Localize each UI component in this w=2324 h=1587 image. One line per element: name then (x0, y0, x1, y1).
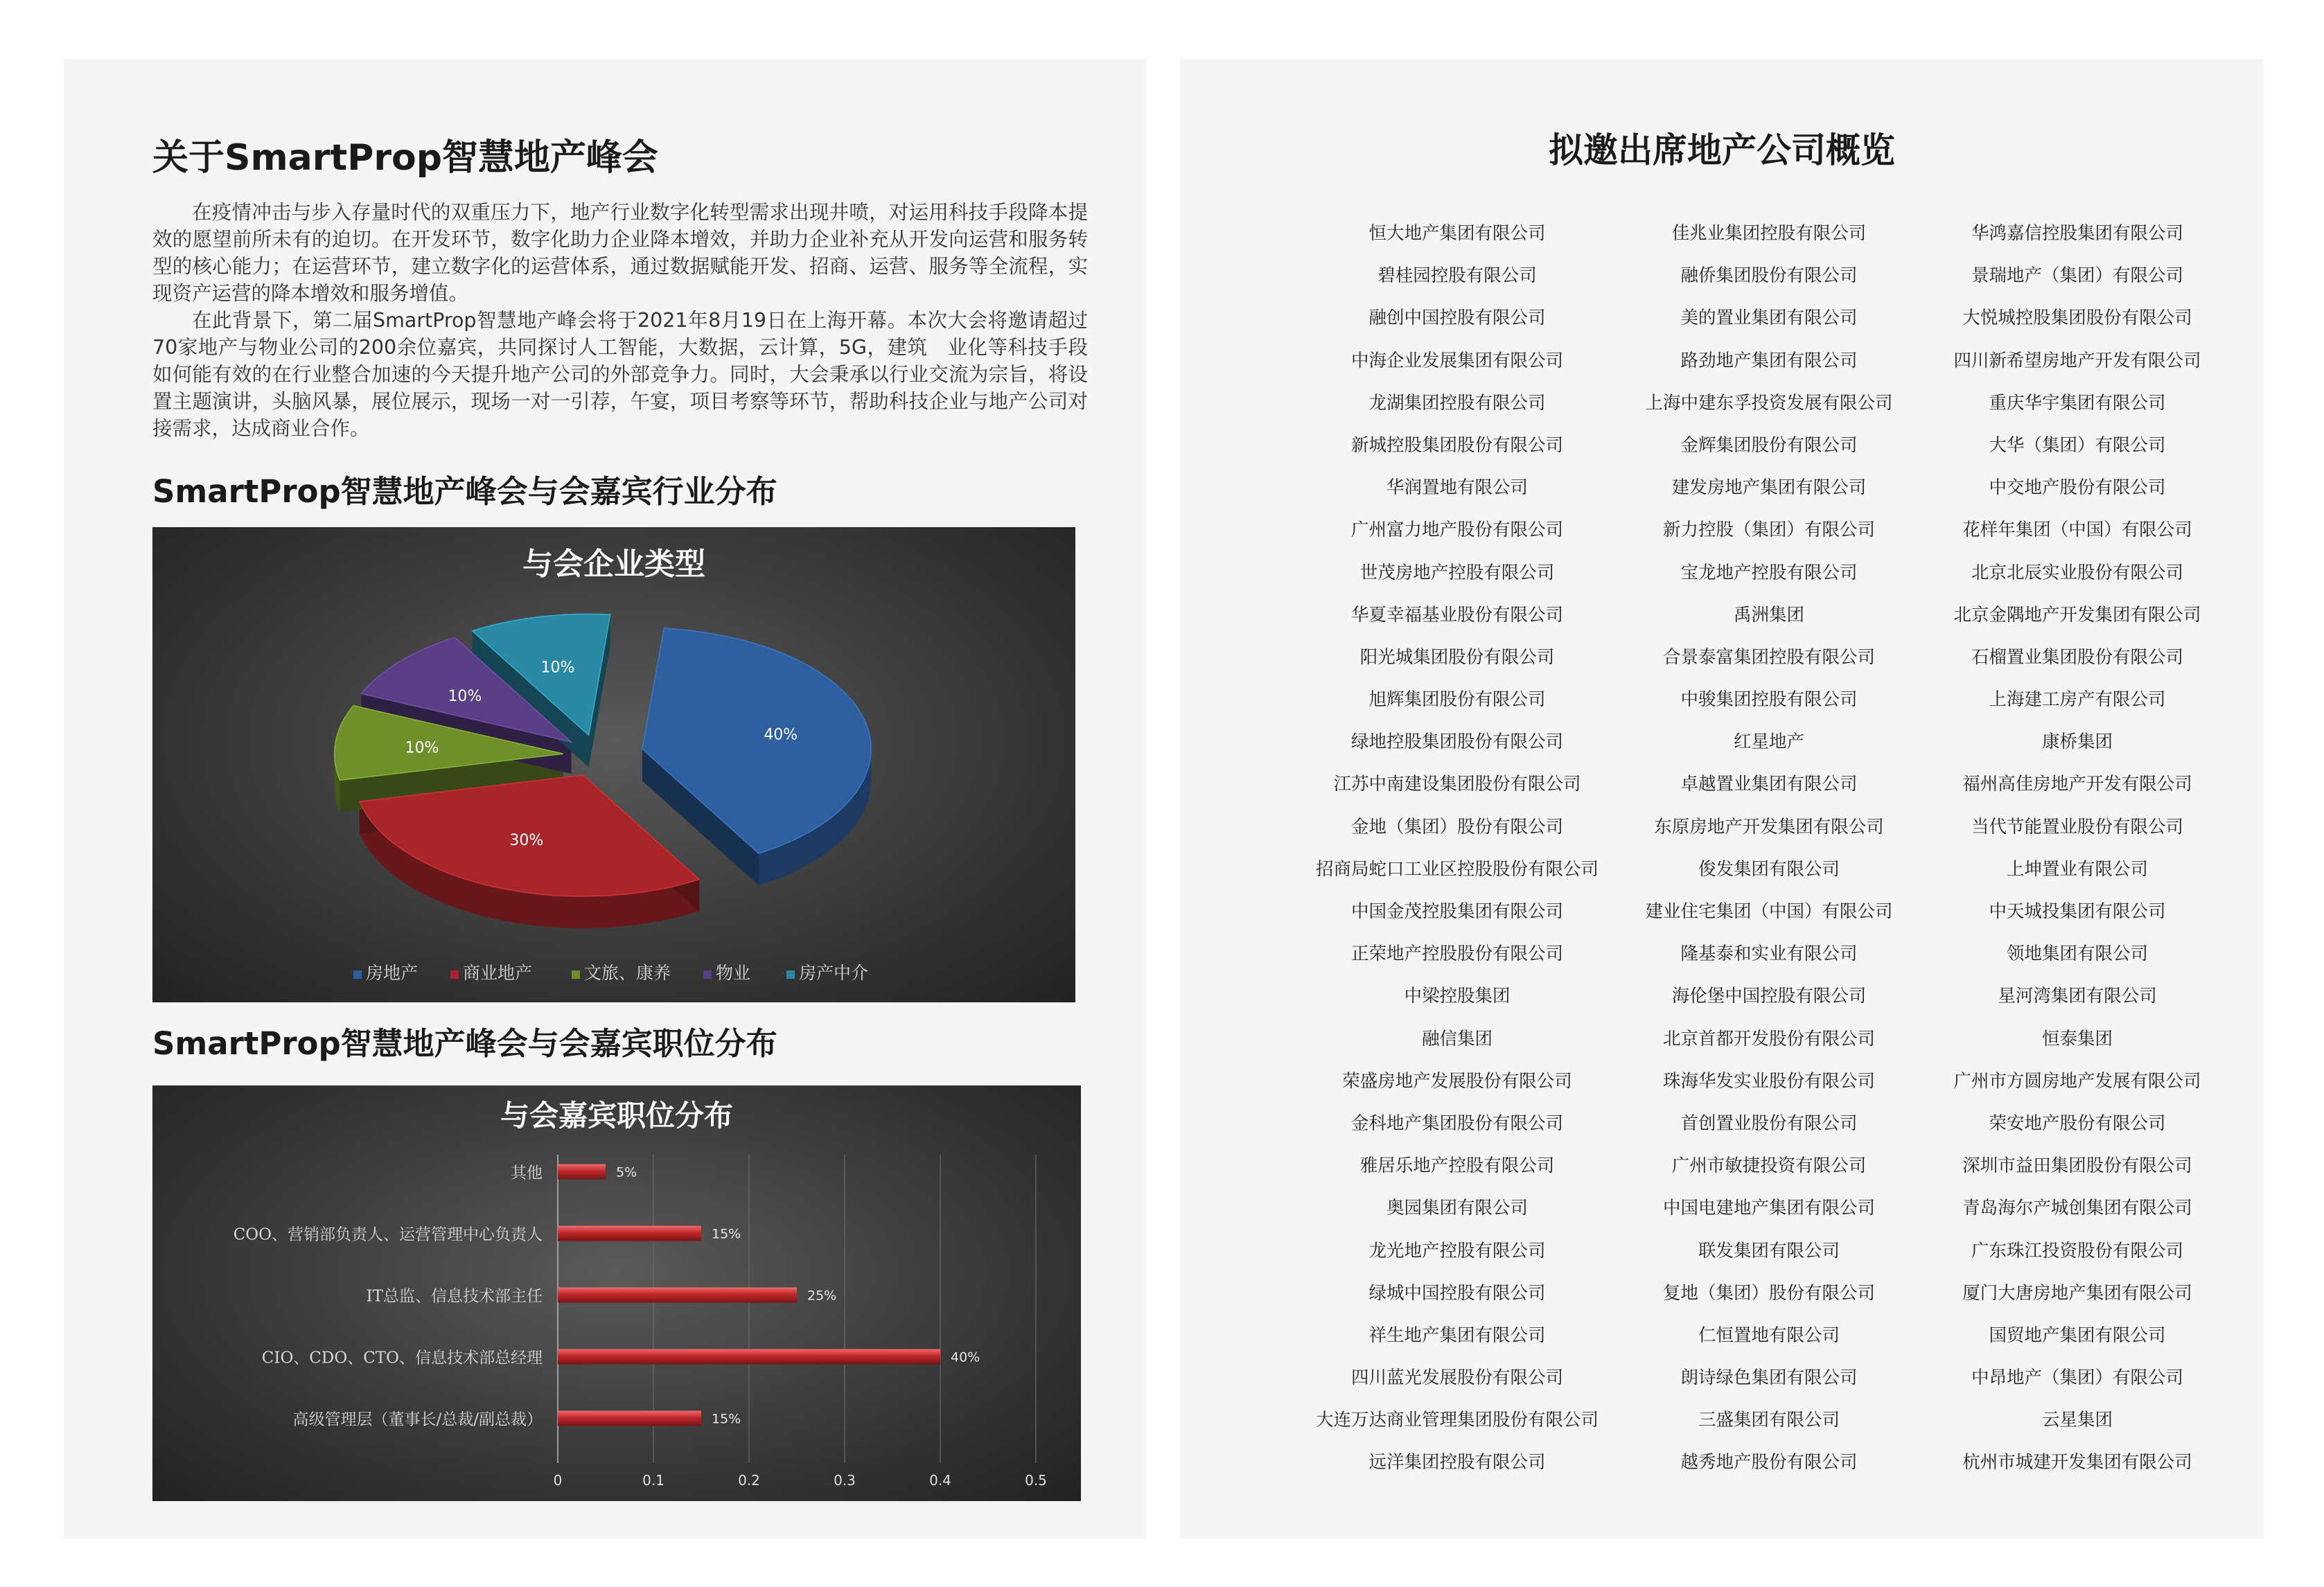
bar-chart-title: 与会嘉宾职位分布 (500, 1099, 734, 1133)
company-item: 中天城投集团有限公司 (1989, 901, 2166, 922)
company-item: 世茂房地产控股有限公司 (1359, 562, 1555, 583)
company-item: 合景泰富集团控股有限公司 (1662, 646, 1875, 668)
bar-category-label: COO、营销部负责人、运营管理中心负责人 (233, 1225, 543, 1244)
bar-category-label: 高级管理层（董事长/总裁/副总裁） (292, 1410, 543, 1429)
company-item: 云星集团 (2041, 1410, 2113, 1431)
position-bar-chart (152, 1085, 1081, 1501)
company-item: 上海中建东孚投资发展有限公司 (1645, 392, 1893, 414)
bar-category-label: IT总监、信息技术部主任 (366, 1287, 543, 1306)
legend-label: 物业 (716, 963, 751, 983)
pie-data-label: 30% (509, 832, 544, 850)
company-item: 阳光城集团股份有限公司 (1359, 646, 1555, 668)
x-tick-label: 0.5 (1025, 1472, 1047, 1489)
company-item: 中海企业发展集团有限公司 (1350, 350, 1563, 371)
company-item: 四川蓝光发展股份有限公司 (1350, 1367, 1563, 1389)
legend-label: 文旅、康养 (584, 963, 671, 983)
bar-data-label: 15% (712, 1226, 741, 1242)
x-tick-label: 0.2 (738, 1472, 760, 1489)
pie-chart-title: 与会企业类型 (522, 547, 705, 582)
company-item: 红星地产 (1733, 732, 1804, 753)
company-item: 融创中国控股有限公司 (1368, 308, 1546, 329)
company-list-title: 拟邀出席地产公司概览 (1549, 130, 1895, 170)
company-item: 绿城中国控股有限公司 (1368, 1282, 1546, 1304)
company-item: 重庆华宇集团有限公司 (1989, 392, 2166, 414)
company-item: 祥生地产集团有限公司 (1368, 1324, 1546, 1346)
company-item: 深圳市益田集团股份有限公司 (1962, 1155, 2192, 1177)
company-item: 美的置业集团有限公司 (1680, 308, 1858, 329)
company-item: 华润置地有限公司 (1386, 477, 1528, 499)
bar (558, 1288, 797, 1303)
company-item: 荣盛房地产发展股份有限公司 (1342, 1070, 1572, 1092)
company-item: 龙光地产控股有限公司 (1368, 1240, 1546, 1261)
company-item: 广州富力地产股份有限公司 (1350, 520, 1563, 541)
pie-data-label: 40% (764, 726, 798, 744)
company-column-1 (1291, 213, 1623, 1484)
legend-label: 房地产 (366, 963, 419, 983)
intro-paragraph-2: 在此背景下，第二届SmartProp智慧地产峰会将于2021年8月19日在上海开幕。本次大会将邀请超过70家地产与物业公司的200余位嘉宾，共同探讨人工智能，大数据，云计算，5G，建筑 业化等科技手段如何能有效的在行业整合加速的今天提升地产公司的外部竞争力。同时，大会秉承以行业交流为宗旨，将设置主题演讲，头脑风暴，展位展示，现场一对一引荐，午宴，项目考察等环节，帮助科技企业与地产公司对接需求，达成商业合作。 (152, 309, 1088, 440)
company-item: 华夏幸福基业股份有限公司 (1350, 604, 1563, 626)
company-item: 上海建工房产有限公司 (1989, 689, 2166, 711)
company-item: 广东珠江投资股份有限公司 (1971, 1240, 2183, 1261)
company-item: 星河湾集团有限公司 (1998, 986, 2157, 1007)
company-item: 国贸地产集团有限公司 (1989, 1324, 2166, 1346)
legend-label: 房产中介 (799, 963, 869, 983)
company-item: 广州市方圆房地产发展有限公司 (1953, 1070, 2201, 1092)
company-item: 绿地控股集团股份有限公司 (1350, 732, 1563, 753)
bar-data-label: 40% (951, 1349, 980, 1365)
company-item: 青岛海尔产城创集团有限公司 (1962, 1198, 2192, 1219)
company-item: 奥园集团有限公司 (1386, 1198, 1528, 1219)
company-item: 隆基泰和实业有限公司 (1680, 943, 1858, 965)
company-item: 当代节能置业股份有限公司 (1971, 816, 2183, 837)
company-item: 大连万达商业管理集团股份有限公司 (1315, 1410, 1599, 1431)
left-page (64, 59, 1146, 1539)
company-item: 佳兆业集团控股有限公司 (1671, 223, 1867, 244)
company-item: 广州市敏捷投资有限公司 (1671, 1155, 1867, 1177)
x-tick-label: 0.3 (834, 1472, 856, 1489)
company-item: 中交地产股份有限公司 (1989, 477, 2166, 499)
company-item: 北京首都开发股份有限公司 (1662, 1028, 1875, 1049)
company-item: 旭辉集团股份有限公司 (1368, 689, 1546, 711)
company-item: 龙湖集团控股有限公司 (1368, 392, 1546, 414)
legend-swatch (786, 970, 795, 979)
bar (558, 1349, 940, 1365)
company-item: 建发房地产集团有限公司 (1671, 477, 1867, 499)
company-item: 首创置业股份有限公司 (1680, 1112, 1858, 1134)
company-item: 中国金茂控股集团有限公司 (1350, 901, 1563, 922)
bar (558, 1411, 701, 1426)
right-page (1180, 59, 2264, 1539)
company-item: 中梁控股集团 (1404, 986, 1511, 1007)
bar (558, 1164, 606, 1180)
company-item: 金辉集团股份有限公司 (1680, 434, 1858, 456)
company-item: 融侨集团股份有限公司 (1680, 265, 1858, 287)
company-item: 中昂地产（集团）有限公司 (1971, 1367, 2183, 1389)
company-item: 四川新希望房地产开发有限公司 (1953, 350, 2201, 371)
legend-swatch (703, 970, 712, 979)
company-item: 中国电建地产集团有限公司 (1662, 1198, 1875, 1219)
company-item: 景瑞地产（集团）有限公司 (1971, 265, 2183, 287)
company-item: 雅居乐地产控股有限公司 (1359, 1155, 1555, 1177)
bar-category-label: 其他 (511, 1164, 543, 1182)
pie-data-label: 10% (405, 739, 439, 757)
company-item: 华鸿嘉信控股集团有限公司 (1971, 223, 2183, 244)
company-item: 上坤置业有限公司 (2006, 858, 2148, 880)
company-item: 融信集团 (1421, 1028, 1493, 1049)
company-item: 正荣地产控股股份有限公司 (1350, 943, 1563, 965)
company-item: 大悦城控股集团股份有限公司 (1962, 308, 2192, 329)
company-item: 厦门大唐房地产集团有限公司 (1962, 1282, 2192, 1304)
company-item: 北京北辰实业股份有限公司 (1971, 562, 2183, 583)
company-item: 俊发集团有限公司 (1698, 858, 1840, 880)
company-item: 福州高佳房地产开发有限公司 (1962, 774, 2192, 795)
company-item: 禹洲集团 (1733, 604, 1804, 626)
company-item: 建业住宅集团（中国）有限公司 (1645, 901, 1893, 922)
company-item: 石榴置业集团股份有限公司 (1971, 646, 2183, 668)
company-item: 仁恒置地有限公司 (1698, 1324, 1840, 1346)
legend-swatch (353, 970, 362, 979)
company-item: 碧桂园控股有限公司 (1377, 265, 1537, 287)
legend-label: 商业地产 (463, 963, 533, 983)
company-item: 海伦堡中国控股有限公司 (1671, 986, 1867, 1007)
company-item: 路劲地产集团有限公司 (1680, 350, 1858, 371)
pie-chart-svg (152, 527, 1075, 1002)
company-item: 东原房地产开发集团有限公司 (1654, 816, 1884, 837)
company-column-3 (1911, 213, 2244, 1484)
industry-section-title: SmartProp智慧地产峰会与会嘉宾行业分布 (152, 473, 777, 510)
company-item: 北京金隅地产开发集团有限公司 (1953, 604, 2201, 626)
company-item: 宝龙地产控股有限公司 (1680, 562, 1858, 583)
company-item: 金地（集团）股份有限公司 (1350, 816, 1563, 837)
company-item: 远洋集团控股有限公司 (1368, 1452, 1546, 1473)
intro-paragraph-1: 在疫情冲击与步入存量时代的双重压力下，地产行业数字化转型需求出现井喷，对运用科技手段降本提效的愿望前所未有的迫切。在开发环节，数字化助力企业降本增效，并助力企业补充从开发向运营和服务转型的核心能力；在运营环节，建立数字化的运营体系，通过数据赋能开发、招商、运营、服务等全流程，实现资产运营的降本增效和服务增值。 (152, 201, 1088, 305)
company-item: 联发集团有限公司 (1698, 1240, 1840, 1261)
company-item: 新力控股（集团）有限公司 (1662, 520, 1875, 541)
company-item: 越秀地产股份有限公司 (1680, 1452, 1858, 1473)
position-section-title: SmartProp智慧地产峰会与会嘉宾职位分布 (152, 1025, 777, 1062)
company-item: 康桥集团 (2041, 732, 2113, 753)
company-item: 荣安地产股份有限公司 (1989, 1112, 2166, 1134)
page-title: 关于SmartProp智慧地产峰会 (152, 137, 658, 179)
company-item: 三盛集团有限公司 (1698, 1410, 1840, 1431)
bar-chart-svg (152, 1085, 1081, 1501)
company-item: 招商局蛇口工业区控股股份有限公司 (1315, 858, 1599, 880)
company-item: 复地（集团）股份有限公司 (1662, 1282, 1875, 1304)
bar (558, 1226, 701, 1241)
pie-data-label: 10% (540, 659, 575, 677)
company-item: 中骏集团控股有限公司 (1680, 689, 1858, 711)
company-column-2 (1603, 213, 1935, 1484)
company-item: 珠海华发实业股份有限公司 (1662, 1070, 1875, 1092)
company-item: 新城控股集团股份有限公司 (1350, 434, 1563, 456)
x-tick-label: 0.1 (642, 1472, 664, 1489)
legend-swatch (572, 970, 580, 979)
bar-category-label: CIO、CDO、CTO、信息技术部总经理 (261, 1349, 543, 1367)
bar-data-label: 25% (807, 1288, 837, 1304)
bar-data-label: 15% (712, 1411, 741, 1427)
company-item: 朗诗绿色集团有限公司 (1680, 1367, 1858, 1389)
company-item: 大华（集团）有限公司 (1989, 434, 2166, 456)
company-item: 江苏中南建设集团股份有限公司 (1333, 774, 1581, 795)
pie-data-label: 10% (448, 687, 482, 705)
legend-swatch (450, 970, 459, 979)
company-item: 恒泰集团 (2041, 1028, 2113, 1049)
company-item: 恒大地产集团有限公司 (1368, 223, 1546, 244)
industry-pie-chart (152, 527, 1075, 1002)
company-item: 卓越置业集团有限公司 (1680, 774, 1858, 795)
x-tick-label: 0 (553, 1472, 563, 1489)
company-item: 领地集团有限公司 (2006, 943, 2148, 965)
company-item: 杭州市城建开发集团有限公司 (1962, 1452, 2192, 1473)
bar-data-label: 5% (616, 1164, 637, 1180)
company-item: 金科地产集团股份有限公司 (1350, 1112, 1563, 1134)
company-item: 花样年集团（中国）有限公司 (1962, 520, 2192, 541)
x-tick-label: 0.4 (929, 1472, 951, 1489)
